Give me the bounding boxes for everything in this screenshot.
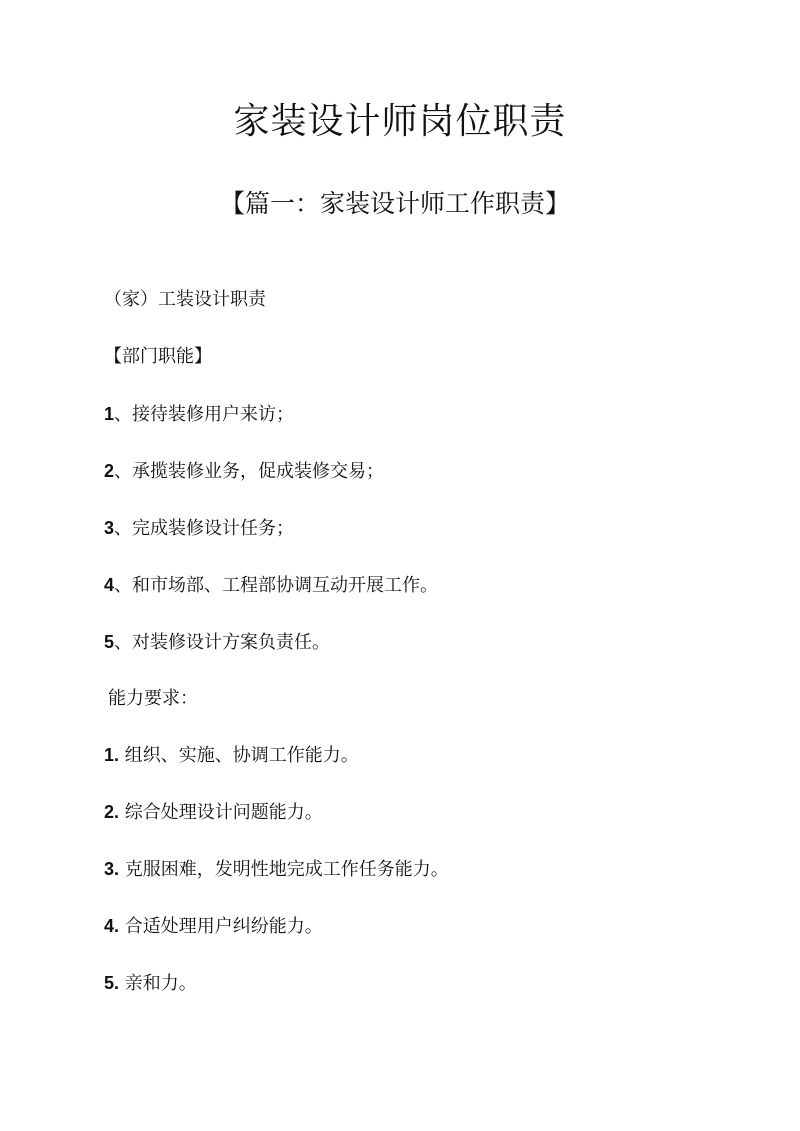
ability-item xyxy=(104,913,323,940)
document-subtitle: 【篇一：家装设计师工作职责】 xyxy=(219,189,570,218)
ability-item xyxy=(104,799,323,826)
duty-text: 、接待装修用户来访； xyxy=(114,404,295,425)
ability-item xyxy=(104,742,359,769)
ability-number: 2. xyxy=(104,802,120,822)
document-title: 家装设计师岗位职责 xyxy=(233,101,567,142)
duty-number: 1 xyxy=(104,404,115,424)
duty-number: 3 xyxy=(104,518,115,538)
duty-number: 5 xyxy=(104,632,115,652)
duty-item xyxy=(104,572,438,599)
ability-text: 综合处理设计问题能力。 xyxy=(119,802,323,823)
ability-text: 克服困难，发明性地完成工作任务能力。 xyxy=(119,859,449,880)
ability-text: 组织、实施、协调工作能力。 xyxy=(119,745,359,766)
duty-text: 、对装修设计方案负责任。 xyxy=(114,632,331,653)
duty-item xyxy=(104,458,384,485)
section-heading: （家）工装设计职责 xyxy=(104,289,266,310)
ability-number: 1. xyxy=(104,745,120,765)
dept-heading: 【部门职能】 xyxy=(104,346,212,367)
ability-number: 4. xyxy=(104,916,120,936)
duty-number: 2 xyxy=(104,461,115,481)
duty-text: 、完成装修设计任务； xyxy=(114,518,295,539)
ability-text: 亲和力。 xyxy=(119,973,197,994)
duty-text: 、承揽装修业务，促成装修交易； xyxy=(114,461,385,482)
duty-item xyxy=(104,401,294,428)
duty-item xyxy=(104,515,294,542)
ability-item xyxy=(104,970,197,997)
duty-number: 4 xyxy=(104,575,115,595)
ability-item xyxy=(104,856,449,883)
ability-number: 5. xyxy=(104,973,120,993)
ability-text: 合适处理用户纠纷能力。 xyxy=(119,916,323,937)
ability-heading: 能力要求： xyxy=(108,688,198,709)
duty-text: 、和市场部、工程部协调互动开展工作。 xyxy=(114,575,439,596)
duty-item xyxy=(104,629,330,656)
ability-number: 3. xyxy=(104,859,120,879)
